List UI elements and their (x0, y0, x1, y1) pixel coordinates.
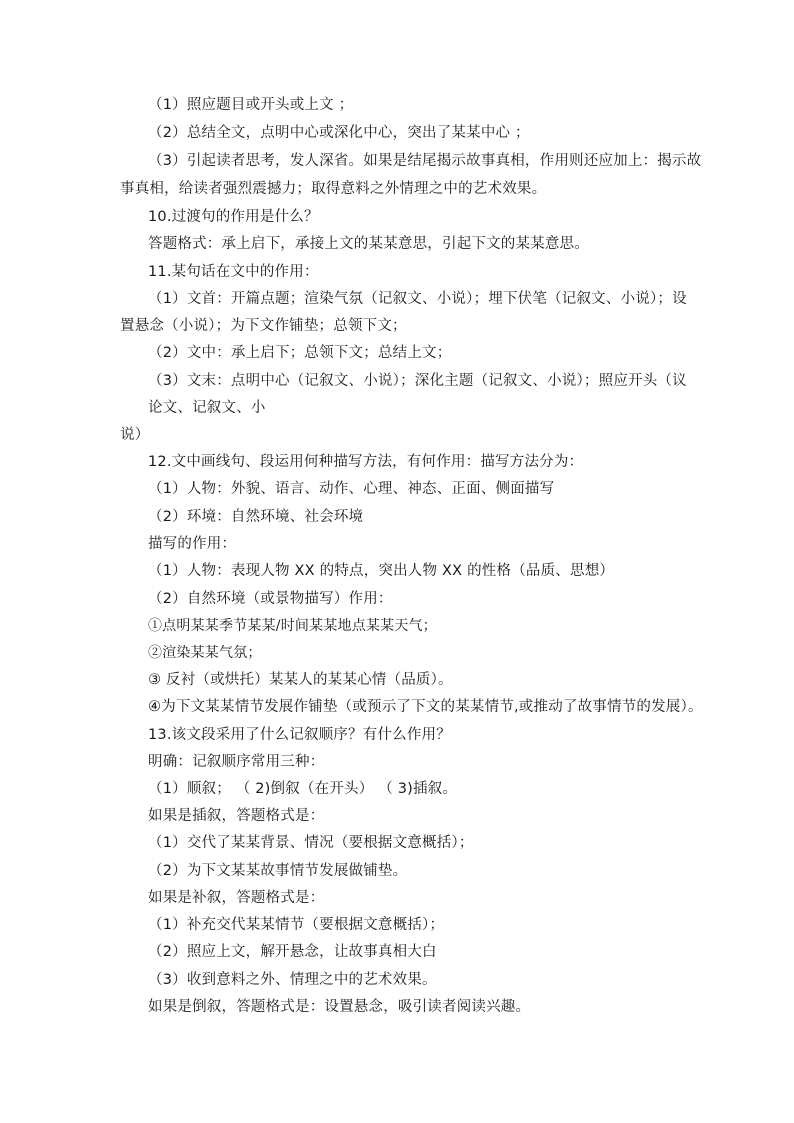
text-line: （2）文中：承上启下；总领下文；总结上文； (148, 345, 452, 361)
text-line: 事真相，给读者强烈震撼力；取得意料之外情理之中的艺术效果。 (120, 181, 547, 197)
text-line: ③ 反衬（或烘托）某某人的某某心情（品质）。 (148, 672, 453, 688)
text-line: （1）顺叙； （ 2)倒叙（在开头） （ 3)插叙。 (148, 781, 458, 797)
text-line: （1）补充交代某某情节（要根据文意概括）； (148, 917, 445, 933)
text-line: 描写的作用： (148, 536, 237, 552)
text-line: （1）交代了某某背景、情况（要根据文意概括）； (148, 835, 474, 851)
text-line: （1）人物：外貌、语言、动作、心理、神态、正面、侧面描写 (148, 481, 555, 497)
section-heading: 11.某句话在文中的作用： (148, 264, 319, 280)
text-line: 论文、记叙文、小 (148, 400, 266, 416)
section-heading: 12.文中画线句、段运用何种描写方法，有何作用：描写方法分为： (148, 454, 584, 470)
text-line: ①点明某某季节某某/时间某某地点某某天气； (148, 618, 437, 634)
text-line: ④为下文某某情节发展作铺垫（或预示了下文的某某情节,或推动了故事情节的发展）。 (148, 699, 703, 715)
text-line: 如果是插叙，答题格式是： (148, 808, 325, 824)
text-line: （1）文首：开篇点题；渲染气氛（记叙文、小说）；埋下伏笔（记叙文、小说）；设 (148, 291, 687, 307)
text-line: （2）照应上文，解开悬念，让故事真相大白 (148, 944, 437, 960)
text-line: 如果是补叙，答题格式是： (148, 890, 325, 906)
section-heading: 13.该文段采用了什么记叙顺序？有什么作用？ (148, 727, 451, 743)
text-line: （2）为下文某某故事情节发展做铺垫。 (148, 863, 408, 879)
text-line: （3）收到意料之外、情理之中的艺术效果。 (148, 972, 437, 988)
text-line: （1）照应题目或开头或上文 ； (148, 97, 354, 113)
text-line: （1）人物：表现人物 XX 的特点，突出人物 XX 的性格（品质、思想） (148, 563, 615, 579)
text-line: （2）自然环境（或景物描写）作用： (148, 591, 393, 607)
text-line: 明确：记叙顺序常用三种： (148, 754, 325, 770)
section-heading: 10.过渡句的作用是什么？ (148, 209, 319, 225)
text-line: ②渲染某某气氛； (148, 645, 262, 661)
text-line: 如果是倒叙，答题格式是：设置悬念，吸引读者阅读兴趣。 (148, 999, 531, 1015)
text-line: 说） (120, 427, 150, 443)
text-line: 置悬念（小说）；为下文作铺垫；总领下文； (120, 318, 407, 334)
text-line: （3）文末：点明中心（记叙文、小说）；深化主题（记叙文、小说）；照应开头（议 (148, 373, 687, 389)
text-line: （2）环境：自然环境、社会环境 (148, 509, 364, 525)
text-line: （3）引起读者思考，发人深省。如果是结尾揭示故事真相，作用则还应加上：揭示故 (148, 153, 702, 169)
text-line: （2）总结全文，点明中心或深化中心，突出了某某中心 ； (148, 125, 530, 141)
text-line: 答题格式：承上启下，承接上文的某某意思，引起下文的某某意思。 (148, 236, 589, 252)
